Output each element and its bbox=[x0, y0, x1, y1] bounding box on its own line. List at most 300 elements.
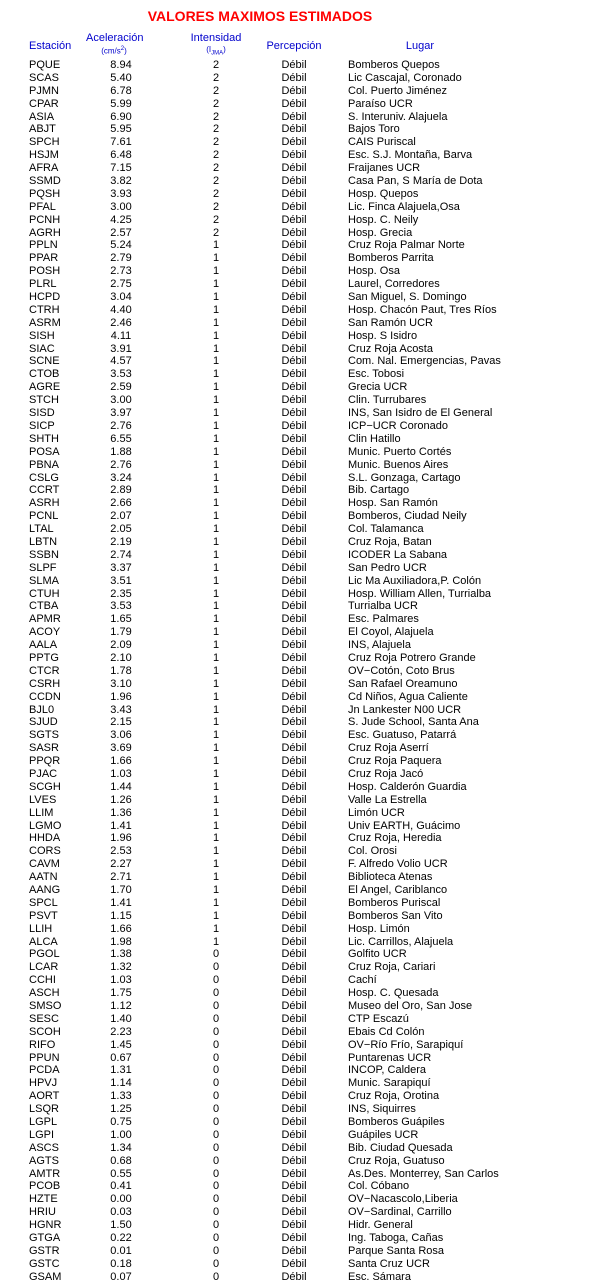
acceleration-value: 1.96 bbox=[110, 832, 132, 845]
station-code: PCNL bbox=[29, 510, 59, 523]
intensity-value: 1 bbox=[212, 909, 220, 922]
place-name: El Angel, Cariblanco bbox=[348, 884, 448, 896]
intensity-value: 1 bbox=[212, 664, 220, 677]
place-name: Esc. S.J. Montaña, Barva bbox=[348, 149, 473, 162]
intensity-value: 0 bbox=[212, 1000, 220, 1013]
acceleration-value: 5.24 bbox=[110, 239, 132, 252]
place-name: INS, San Isidro de El General bbox=[348, 407, 493, 420]
station-code: BJL0 bbox=[29, 703, 55, 716]
table-row bbox=[0, 1000, 590, 1013]
place-name: Col. Cóbano bbox=[348, 1180, 410, 1193]
acceleration-value: 2.53 bbox=[110, 845, 132, 858]
acceleration-value: 2.76 bbox=[110, 419, 132, 432]
intensity-value: 1 bbox=[212, 935, 220, 948]
station-code: CTRH bbox=[29, 303, 60, 316]
place-name: Valle La Estrella bbox=[348, 793, 427, 806]
acceleration-value: 1.79 bbox=[110, 626, 132, 639]
intensity-value: 2 bbox=[212, 200, 220, 213]
place-name: Turrialba UCR bbox=[348, 600, 418, 613]
station-code: PQUE bbox=[29, 59, 61, 71]
intensity-value: 0 bbox=[212, 1116, 220, 1129]
perception-value: Débil bbox=[281, 896, 307, 909]
perception-value: Débil bbox=[281, 226, 307, 239]
perception-value: Débil bbox=[281, 561, 307, 574]
acceleration-unit-open: (cm/s bbox=[101, 46, 121, 56]
place-name: ICODER La Sabana bbox=[348, 548, 448, 561]
table-row bbox=[0, 381, 590, 394]
station-code: PSVT bbox=[29, 909, 58, 922]
intensity-value: 1 bbox=[212, 742, 220, 755]
intensity-value: 1 bbox=[212, 613, 220, 626]
station-code: PCOB bbox=[29, 1180, 61, 1193]
place-name: Cruz Roja Aserrí bbox=[348, 742, 429, 755]
station-code: ASRH bbox=[29, 497, 60, 510]
table-row bbox=[0, 1155, 590, 1168]
place-name: Puntarenas UCR bbox=[348, 1051, 432, 1064]
place-name: Bomberos Guápiles bbox=[348, 1116, 445, 1129]
perception-value: Débil bbox=[281, 1064, 307, 1077]
place-name: Hosp. C. Quesada bbox=[348, 987, 439, 1000]
station-code: POSH bbox=[29, 265, 61, 278]
acceleration-value: 1.31 bbox=[110, 1064, 132, 1077]
table-row bbox=[0, 832, 590, 845]
place-name: Com. Nal. Emergencias, Pavas bbox=[348, 355, 501, 368]
table-row bbox=[0, 510, 590, 523]
table-row bbox=[0, 252, 590, 265]
station-code: SSBN bbox=[29, 548, 59, 561]
station-code: CAVM bbox=[29, 858, 60, 871]
acceleration-value: 3.93 bbox=[110, 187, 132, 200]
station-code: PFAL bbox=[29, 200, 56, 213]
perception-value: Débil bbox=[281, 291, 307, 304]
intensity-value: 2 bbox=[212, 123, 220, 136]
perception-value: Débil bbox=[281, 1206, 307, 1219]
acceleration-value: 2.76 bbox=[110, 458, 132, 471]
place-name: Col. Talamanca bbox=[348, 523, 424, 536]
column-header-acceleration bbox=[86, 33, 142, 57]
perception-value: Débil bbox=[281, 162, 307, 175]
perception-value: Débil bbox=[281, 819, 307, 832]
intensity-value: 1 bbox=[212, 871, 220, 884]
perception-value: Débil bbox=[281, 574, 307, 587]
perception-value: Débil bbox=[281, 1257, 307, 1270]
place-name: San Pedro UCR bbox=[348, 561, 427, 574]
acceleration-value: 3.53 bbox=[110, 600, 132, 613]
table-row bbox=[0, 239, 590, 252]
acceleration-value: 3.24 bbox=[110, 471, 132, 484]
table-row bbox=[0, 136, 590, 149]
station-code: ASCH bbox=[29, 987, 60, 1000]
station-code: RIFO bbox=[29, 1038, 56, 1051]
table-row bbox=[0, 1180, 590, 1193]
station-code: SICP bbox=[29, 419, 55, 432]
station-code: SASR bbox=[29, 742, 59, 755]
station-code: SISD bbox=[29, 407, 55, 420]
intensity-unit-close: ) bbox=[223, 45, 226, 54]
station-code: AGRE bbox=[29, 381, 61, 394]
acceleration-value: 1.32 bbox=[110, 961, 132, 974]
station-code: PBNA bbox=[29, 458, 59, 471]
perception-value: Débil bbox=[281, 1244, 307, 1257]
place-name: Clin. Turrubares bbox=[348, 394, 427, 407]
perception-value: Débil bbox=[281, 858, 307, 871]
place-name: OV−Nacascolo,Liberia bbox=[348, 1193, 458, 1206]
intensity-value: 2 bbox=[212, 136, 220, 149]
station-code: LLIM bbox=[29, 806, 54, 819]
place-name: Hosp. Chacón Paut, Tres Ríos bbox=[348, 303, 497, 316]
table-row bbox=[0, 845, 590, 858]
intensity-value: 1 bbox=[212, 806, 220, 819]
station-code: AGTS bbox=[29, 1154, 59, 1167]
perception-value: Débil bbox=[281, 1232, 307, 1245]
table-row bbox=[0, 85, 590, 98]
perception-value: Débil bbox=[281, 136, 307, 149]
table-row bbox=[0, 871, 590, 884]
intensity-value: 0 bbox=[212, 1270, 220, 1283]
station-code: SIAC bbox=[29, 342, 55, 355]
place-name: Cruz Roja, Orotina bbox=[348, 1090, 440, 1103]
perception-value: Débil bbox=[281, 1103, 307, 1116]
perception-value: Débil bbox=[281, 948, 307, 961]
perception-value: Débil bbox=[281, 1167, 307, 1180]
acceleration-value: 3.06 bbox=[110, 729, 132, 742]
table-row bbox=[0, 910, 590, 923]
station-code: ALCA bbox=[29, 935, 58, 948]
place-name: Esc. Sámara bbox=[348, 1270, 411, 1283]
acceleration-value: 0.41 bbox=[110, 1180, 132, 1193]
intensity-value: 0 bbox=[212, 1064, 220, 1077]
place-name: Grecia UCR bbox=[348, 381, 408, 394]
station-code: PPQR bbox=[29, 755, 61, 768]
intensity-value: 2 bbox=[212, 187, 220, 200]
intensity-value: 1 bbox=[212, 651, 220, 664]
station-code: SLMA bbox=[29, 574, 59, 587]
table-row bbox=[0, 188, 590, 201]
place-name: F. Alfredo Volio UCR bbox=[348, 858, 448, 871]
table-row bbox=[0, 394, 590, 407]
intensity-value: 2 bbox=[212, 226, 220, 239]
table-row bbox=[0, 897, 590, 910]
perception-value: Débil bbox=[281, 149, 307, 162]
perception-value: Débil bbox=[281, 832, 307, 845]
station-code: AORT bbox=[29, 1090, 60, 1103]
table-row bbox=[0, 536, 590, 549]
place-name: Lic. Carrillos, Alajuela bbox=[348, 935, 454, 948]
place-name: Hosp. Quepos bbox=[348, 187, 419, 200]
perception-value: Débil bbox=[281, 1090, 307, 1103]
acceleration-value: 1.45 bbox=[110, 1038, 132, 1051]
station-code: ASRM bbox=[29, 316, 61, 329]
table-row bbox=[0, 420, 590, 433]
table-row bbox=[0, 549, 590, 562]
station-code: SISH bbox=[29, 329, 55, 342]
perception-value: Débil bbox=[281, 1038, 307, 1051]
acceleration-value: 4.25 bbox=[110, 213, 132, 226]
perception-value: Débil bbox=[281, 1128, 307, 1141]
intensity-value: 1 bbox=[212, 600, 220, 613]
acceleration-value: 3.43 bbox=[110, 703, 132, 716]
intensity-value: 1 bbox=[212, 381, 220, 394]
intensity-value: 0 bbox=[212, 1232, 220, 1245]
intensity-value: 1 bbox=[212, 535, 220, 548]
acceleration-unit-sup: 2 bbox=[120, 46, 125, 52]
column-header-place: Lugar bbox=[405, 40, 435, 52]
intensity-value: 0 bbox=[212, 1167, 220, 1180]
intensity-value: 1 bbox=[212, 265, 220, 278]
acceleration-unit-close: ) bbox=[124, 46, 127, 56]
perception-value: Débil bbox=[281, 884, 307, 896]
perception-value: Débil bbox=[281, 613, 307, 626]
place-name: Cruz Roja, Batan bbox=[348, 535, 432, 548]
place-name: Hosp. Calderón Guardia bbox=[348, 780, 467, 793]
place-name: Univ EARTH, Guácimo bbox=[348, 819, 461, 832]
perception-value: Débil bbox=[281, 600, 307, 613]
intensity-value: 0 bbox=[212, 1244, 220, 1257]
perception-value: Débil bbox=[281, 742, 307, 755]
acceleration-unit bbox=[86, 44, 142, 57]
perception-value: Débil bbox=[281, 1025, 307, 1038]
table-row bbox=[0, 446, 590, 459]
table-row bbox=[0, 1258, 590, 1271]
intensity-value: 2 bbox=[212, 84, 220, 97]
station-code: CSRH bbox=[29, 677, 61, 690]
intensity-value: 1 bbox=[212, 755, 220, 768]
intensity-value: 0 bbox=[212, 1051, 220, 1064]
table-row bbox=[0, 716, 590, 729]
perception-value: Débil bbox=[281, 1193, 307, 1206]
acceleration-value: 1.98 bbox=[110, 935, 132, 948]
station-code: ACOY bbox=[29, 626, 61, 639]
table-row bbox=[0, 678, 590, 691]
intensity-value: 0 bbox=[212, 1257, 220, 1270]
intensity-value: 1 bbox=[212, 445, 220, 458]
perception-value: Débil bbox=[281, 329, 307, 342]
station-code: STCH bbox=[29, 394, 59, 407]
station-table bbox=[0, 59, 590, 1284]
station-code: AALA bbox=[29, 639, 58, 652]
station-code: CTUH bbox=[29, 587, 60, 600]
acceleration-value: 1.26 bbox=[110, 793, 132, 806]
acceleration-value: 6.48 bbox=[110, 149, 132, 162]
intensity-value: 1 bbox=[212, 252, 220, 265]
table-row bbox=[0, 562, 590, 575]
place-name: San Rafael Oreamuno bbox=[348, 677, 458, 690]
intensity-value: 2 bbox=[212, 149, 220, 162]
place-name: Jn Lankester N00 UCR bbox=[348, 703, 462, 716]
intensity-value: 1 bbox=[212, 793, 220, 806]
intensity-value: 0 bbox=[212, 1180, 220, 1193]
intensity-value: 1 bbox=[212, 703, 220, 716]
perception-value: Débil bbox=[281, 755, 307, 768]
place-name: Cruz Roja, Heredia bbox=[348, 832, 442, 845]
acceleration-value: 2.23 bbox=[110, 1025, 132, 1038]
acceleration-value: 1.44 bbox=[110, 780, 132, 793]
station-code: SCGH bbox=[29, 780, 61, 793]
intensity-value: 1 bbox=[212, 510, 220, 523]
intensity-value: 1 bbox=[212, 342, 220, 355]
intensity-value: 1 bbox=[212, 845, 220, 858]
station-code: SSMD bbox=[29, 175, 61, 188]
place-name: OV−Sardinal, Carrillo bbox=[348, 1206, 452, 1219]
acceleration-value: 1.03 bbox=[110, 767, 132, 780]
perception-value: Débil bbox=[281, 200, 307, 213]
perception-value: Débil bbox=[281, 419, 307, 432]
perception-value: Débil bbox=[281, 407, 307, 420]
perception-value: Débil bbox=[281, 368, 307, 381]
intensity-value: 1 bbox=[212, 587, 220, 600]
place-name: Munic. Buenos Aires bbox=[348, 458, 449, 471]
place-name: S. Interuniv. Alajuela bbox=[348, 110, 448, 123]
perception-value: Débil bbox=[281, 484, 307, 497]
intensity-value: 1 bbox=[212, 497, 220, 510]
place-name: As.Des. Monterrey, San Carlos bbox=[348, 1167, 499, 1180]
intensity-value: 2 bbox=[212, 213, 220, 226]
perception-value: Débil bbox=[281, 213, 307, 226]
acceleration-value: 2.09 bbox=[110, 639, 132, 652]
intensity-value: 0 bbox=[212, 1141, 220, 1154]
acceleration-value: 1.66 bbox=[110, 922, 132, 935]
table-row bbox=[0, 123, 590, 136]
place-name: Limón UCR bbox=[348, 806, 405, 819]
station-code: ASCS bbox=[29, 1141, 59, 1154]
acceleration-value: 2.46 bbox=[110, 316, 132, 329]
place-name: Cd Niños, Agua Caliente bbox=[348, 690, 468, 703]
acceleration-value: 4.57 bbox=[110, 355, 132, 368]
table-row bbox=[0, 781, 590, 794]
place-name: Munic. Puerto Cortés bbox=[348, 445, 452, 458]
station-code: PPAR bbox=[29, 252, 59, 265]
table-row bbox=[0, 175, 590, 188]
station-code: SESC bbox=[29, 1012, 59, 1025]
table-row bbox=[0, 330, 590, 343]
table-row bbox=[0, 368, 590, 381]
table-row bbox=[0, 588, 590, 601]
acceleration-value: 1.40 bbox=[110, 1012, 132, 1025]
intensity-unit-sub: JMA bbox=[211, 50, 224, 57]
acceleration-value: 2.74 bbox=[110, 548, 132, 561]
perception-value: Débil bbox=[281, 84, 307, 97]
table-row bbox=[0, 807, 590, 820]
acceleration-value: 1.65 bbox=[110, 613, 132, 626]
place-name: INS, Siquirres bbox=[348, 1103, 416, 1116]
station-code: AANG bbox=[29, 884, 61, 896]
table-row bbox=[0, 858, 590, 871]
place-name: Bib. Cartago bbox=[348, 484, 410, 497]
acceleration-value: 1.15 bbox=[110, 909, 132, 922]
intensity-value: 1 bbox=[212, 561, 220, 574]
acceleration-value: 0.00 bbox=[110, 1193, 132, 1206]
perception-value: Débil bbox=[281, 780, 307, 793]
table-row bbox=[0, 1168, 590, 1181]
station-code: SJUD bbox=[29, 716, 58, 729]
station-code: CCRT bbox=[29, 484, 60, 497]
station-code: CTCR bbox=[29, 664, 60, 677]
acceleration-value: 2.05 bbox=[110, 523, 132, 536]
station-code: PLRL bbox=[29, 278, 57, 291]
table-row bbox=[0, 162, 590, 175]
perception-value: Débil bbox=[281, 935, 307, 948]
intensity-unit-open: (I bbox=[206, 45, 212, 54]
station-code: LBTN bbox=[29, 535, 58, 548]
intensity-value: 1 bbox=[212, 316, 220, 329]
station-code: AMTR bbox=[29, 1167, 61, 1180]
perception-value: Débil bbox=[281, 510, 307, 523]
acceleration-value: 1.75 bbox=[110, 987, 132, 1000]
station-code: SPCH bbox=[29, 136, 60, 149]
perception-value: Débil bbox=[281, 432, 307, 445]
acceleration-value: 2.19 bbox=[110, 535, 132, 548]
station-code: SCAS bbox=[29, 71, 59, 84]
acceleration-value: 6.55 bbox=[110, 432, 132, 445]
place-name: Ebais Cd Colón bbox=[348, 1025, 425, 1038]
acceleration-value: 4.11 bbox=[110, 329, 132, 342]
acceleration-value: 7.15 bbox=[110, 162, 132, 175]
station-code: LCAR bbox=[29, 961, 59, 974]
place-name: Esc. Tobosi bbox=[348, 368, 405, 381]
table-row bbox=[0, 72, 590, 85]
intensity-value: 1 bbox=[212, 626, 220, 639]
column-header-perception: Percepción bbox=[266, 40, 322, 52]
acceleration-value: 0.03 bbox=[110, 1206, 132, 1219]
table-row bbox=[0, 433, 590, 446]
place-name: INS, Alajuela bbox=[348, 639, 411, 652]
station-code: GSTC bbox=[29, 1257, 60, 1270]
perception-value: Débil bbox=[281, 1051, 307, 1064]
perception-value: Débil bbox=[281, 523, 307, 536]
acceleration-value: 5.99 bbox=[110, 97, 132, 110]
intensity-value: 0 bbox=[212, 1193, 220, 1206]
intensity-unit bbox=[180, 44, 252, 60]
table-row bbox=[0, 149, 590, 162]
intensity-value: 1 bbox=[212, 432, 220, 445]
station-code: HSJM bbox=[29, 149, 59, 162]
station-code: SLPF bbox=[29, 561, 57, 574]
table-row bbox=[0, 1206, 590, 1219]
place-name: Biblioteca Atenas bbox=[348, 871, 433, 884]
table-row bbox=[0, 884, 590, 897]
acceleration-value: 3.37 bbox=[110, 561, 132, 574]
perception-value: Débil bbox=[281, 1077, 307, 1090]
place-name: San Ramón UCR bbox=[348, 316, 433, 329]
acceleration-value: 1.38 bbox=[110, 948, 132, 961]
perception-value: Débil bbox=[281, 394, 307, 407]
intensity-value: 1 bbox=[212, 355, 220, 368]
table-row bbox=[0, 820, 590, 833]
place-name: Cruz Roja Potrero Grande bbox=[348, 651, 476, 664]
perception-value: Débil bbox=[281, 1141, 307, 1154]
table-row bbox=[0, 1142, 590, 1155]
acceleration-value: 3.53 bbox=[110, 368, 132, 381]
table-row bbox=[0, 665, 590, 678]
intensity-value: 0 bbox=[212, 974, 220, 987]
intensity-value: 0 bbox=[212, 961, 220, 974]
table-row bbox=[0, 1245, 590, 1258]
place-name: Bomberos Quepos bbox=[348, 59, 440, 71]
intensity-value: 1 bbox=[212, 471, 220, 484]
station-code: HHDA bbox=[29, 832, 61, 845]
perception-value: Débil bbox=[281, 278, 307, 291]
place-name: Cruz Roja, Cariari bbox=[348, 961, 436, 974]
perception-value: Débil bbox=[281, 1219, 307, 1232]
station-code: PJAC bbox=[29, 767, 58, 780]
place-name: Bomberos Parrita bbox=[348, 252, 434, 265]
station-code: LGPI bbox=[29, 1128, 55, 1141]
intensity-value: 1 bbox=[212, 278, 220, 291]
table-row bbox=[0, 626, 590, 639]
place-name: S.L. Gonzaga, Cartago bbox=[348, 471, 461, 484]
table-row bbox=[0, 1039, 590, 1052]
place-name: OV−Río Frío, Sarapiquí bbox=[348, 1038, 464, 1051]
